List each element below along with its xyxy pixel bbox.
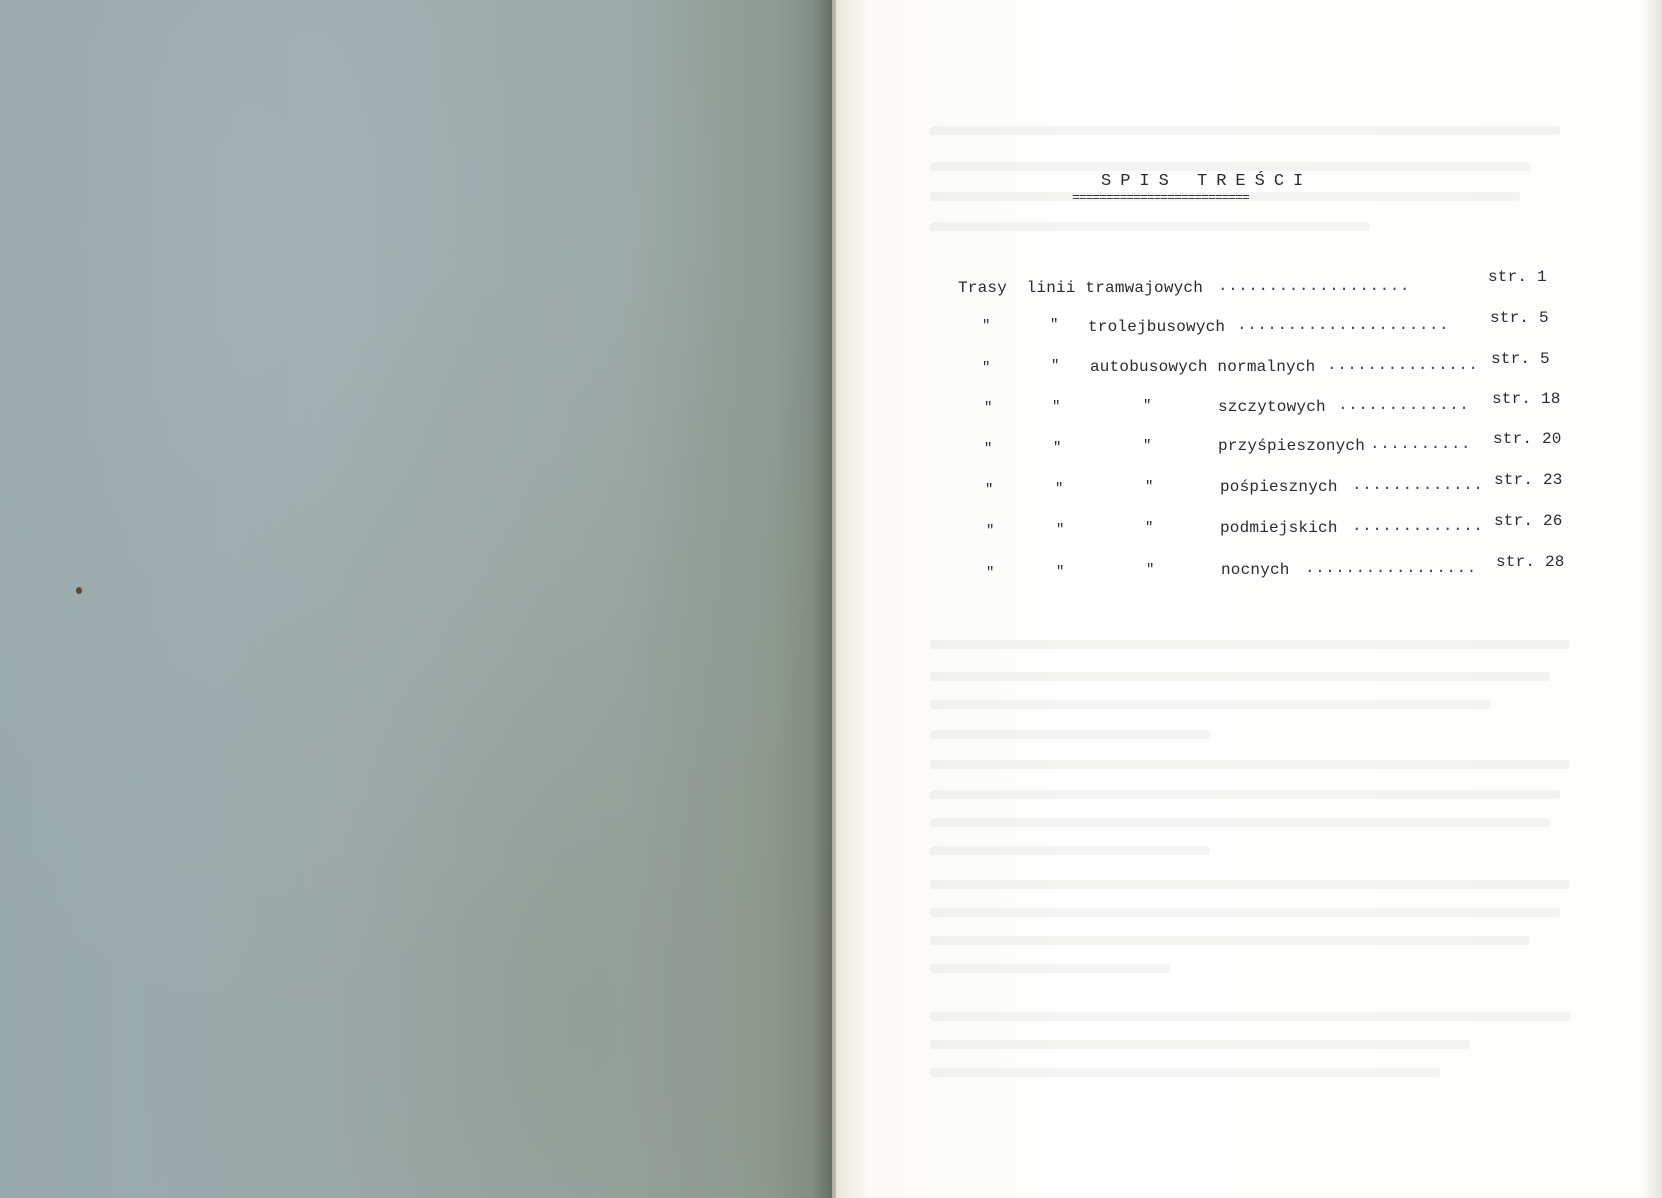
show-through-line <box>930 1040 1470 1049</box>
show-through-line <box>930 936 1530 945</box>
show-through-line <box>930 908 1560 917</box>
toc-entry-leader: .......... <box>1370 435 1472 453</box>
show-through-line <box>930 846 1210 855</box>
show-through-line <box>930 126 1560 135</box>
ditto-mark: " <box>982 318 991 334</box>
ditto-mark: " <box>986 523 995 539</box>
show-through-line <box>930 730 1210 739</box>
toc-entry-leader: ............. <box>1352 517 1484 535</box>
toc-entry-page: str. 5 <box>1490 309 1549 327</box>
ditto-mark: " <box>1056 564 1065 580</box>
ditto-mark: " <box>1053 440 1062 456</box>
title-underline: ========================== <box>1072 190 1249 205</box>
toc-entry-label: Trasy linii tramwajowych <box>958 279 1204 297</box>
page-title: SPIS TREŚCI <box>1101 172 1313 191</box>
toc-entry-page: str. 18 <box>1492 390 1561 408</box>
toc-entry-leader: ................... <box>1218 277 1410 295</box>
toc-entry-page: str. 26 <box>1494 512 1563 530</box>
show-through-line <box>930 1012 1570 1021</box>
show-through-line <box>930 964 1170 973</box>
ditto-mark: " <box>982 360 991 376</box>
toc-entry-label: przyśpieszonych <box>1218 437 1366 455</box>
ditto-mark: " <box>1146 562 1155 578</box>
ditto-mark: " <box>984 400 993 416</box>
toc-entry-label: autobusowych normalnych <box>1090 358 1316 376</box>
show-through-line <box>930 790 1560 799</box>
toc-entry-page: str. 1 <box>1488 268 1547 286</box>
ditto-mark: " <box>986 565 995 581</box>
paper-speck <box>76 587 82 594</box>
show-through-line <box>930 880 1570 889</box>
ditto-mark: " <box>1055 481 1064 497</box>
toc-entry-page: str. 5 <box>1491 350 1550 368</box>
ditto-mark: " <box>984 441 993 457</box>
page-edge <box>1642 0 1662 1198</box>
show-through-line <box>930 700 1490 709</box>
show-through-line <box>930 818 1550 827</box>
show-through-line <box>930 760 1570 769</box>
toc-entry-page: str. 23 <box>1494 471 1563 489</box>
toc-entry-leader: ............. <box>1338 396 1470 414</box>
ditto-mark: " <box>1051 358 1060 374</box>
toc-entry-label: pośpiesznych <box>1220 478 1338 496</box>
toc-entry-page: str. 28 <box>1496 553 1565 571</box>
ditto-mark: " <box>985 482 994 498</box>
toc-entry-leader: ............... <box>1327 356 1479 374</box>
toc-entry-label: szczytowych <box>1218 398 1326 416</box>
show-through-line <box>930 640 1570 649</box>
ditto-mark: " <box>1056 522 1065 538</box>
ditto-mark: " <box>1052 399 1061 415</box>
toc-entry-label: podmiejskich <box>1220 519 1338 537</box>
ditto-mark: " <box>1143 438 1152 454</box>
show-through-line <box>930 672 1550 681</box>
show-through-line <box>930 1068 1440 1077</box>
toc-entry-leader: ..................... <box>1237 316 1450 334</box>
show-through-line <box>930 222 1370 231</box>
ditto-mark: " <box>1145 479 1154 495</box>
toc-entry-leader: ............. <box>1352 476 1484 494</box>
toc-entry-page: str. 20 <box>1493 430 1562 448</box>
toc-entry-leader: ................. <box>1305 559 1477 577</box>
toc-entry-label: trolejbusowych <box>1088 318 1226 336</box>
show-through-line <box>930 162 1530 171</box>
ditto-mark: " <box>1145 520 1154 536</box>
ditto-mark: " <box>1050 317 1059 333</box>
ditto-mark: " <box>1143 398 1152 414</box>
toc-entry-label: nocnych <box>1221 561 1290 579</box>
